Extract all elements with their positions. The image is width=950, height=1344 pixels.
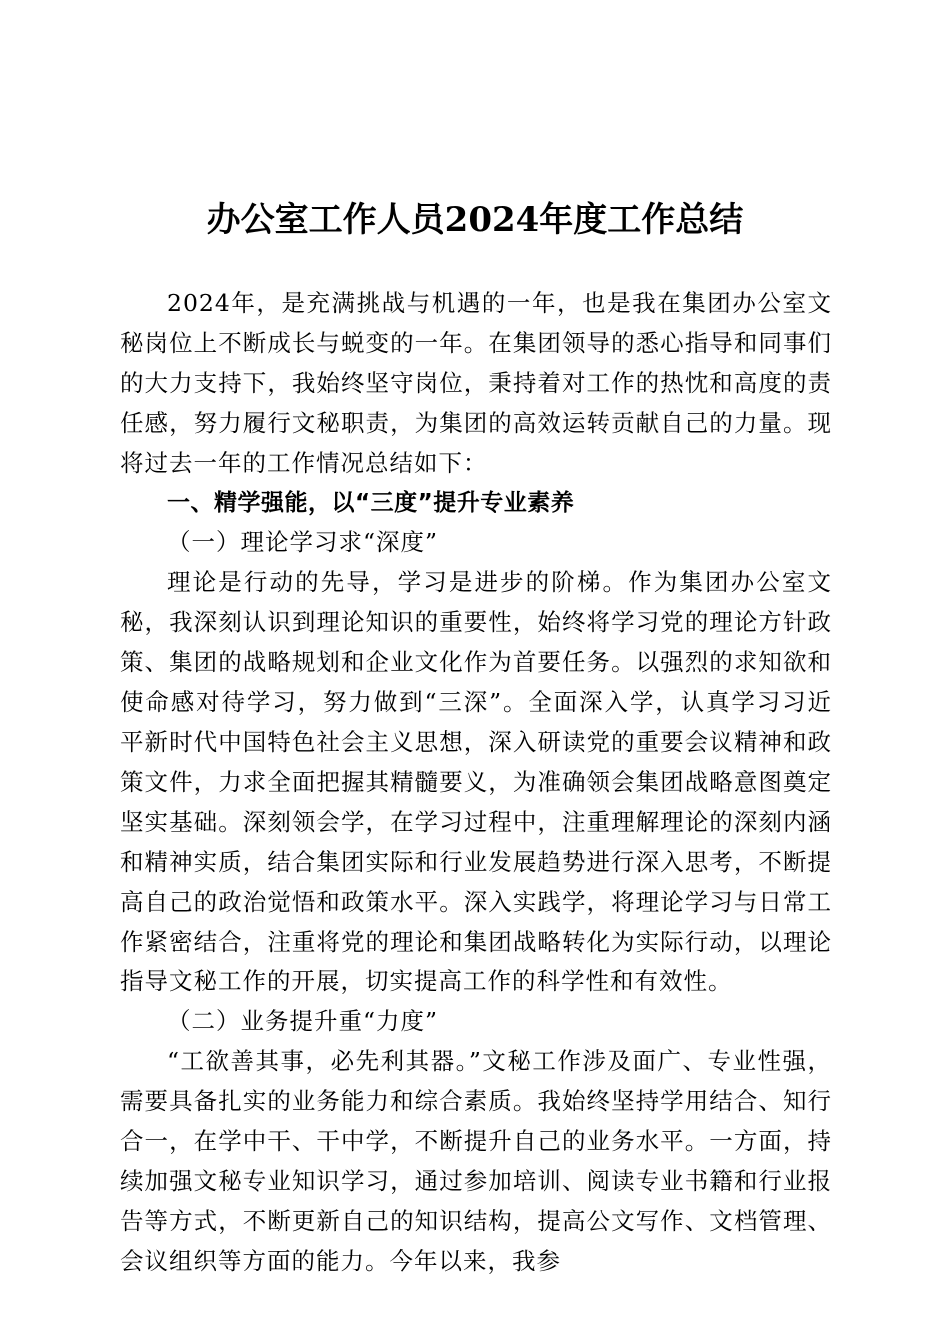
subsection-1-paragraph: 理论是行动的先导，学习是进步的阶梯。作为集团办公室文秘，我深刻认识到理论知识的重要性，始终将学习党的理论方针政策、集团的战略规划和企业文化作为首要任务。以强烈的求知欲和使命感对待学习，努力做到“三深”。全面深入学，认真学习习近平新时代中国特色社会主义思想，深入研读党的重要会议精神和政策文件，力求全面把握其精髓要义，为准确领会集团战略意图奠定坚实基础。深刻领会学，在学习过程中，注重理解理论的深刻内涵和精神实质，结合集团实际和行业发展趋势进行深入思考，不断提高自己的政治觉悟和政策水平。深入实践学，将理论学习与日常工作紧密结合，注重将党的理论和集团战略转化为实际行动，以理论指导文秘工作的开展，切实提高工作的科学性和有效性。 bbox=[120, 568, 832, 996]
subsection-2-heading: （二）业务提升重“力度” bbox=[167, 1007, 439, 1036]
document-title: 办公室工作人员2024年度工作总结 bbox=[206, 200, 744, 240]
section-1-heading: 一、精学强能，以“三度”提升专业素养 bbox=[167, 489, 575, 516]
intro-paragraph: 2024年，是充满挑战与机遇的一年，也是我在集团办公室文秘岗位上不断成长与蜕变的一年。在集团领导的悉心指导和同事们的大力支持下，我始终坚守岗位，秉持着对工作的热忱和高度的责任感，努力履行文秘职责，为集团的高效运转贡献自己的力量。现将过去一年的工作情况总结如下： bbox=[120, 289, 832, 477]
subsection-1-heading: （一）理论学习求“深度” bbox=[167, 528, 439, 557]
subsection-2-paragraph: “工欲善其事，必先利其器。”文秘工作涉及面广、专业性强，需要具备扎实的业务能力和综合素质。我始终坚持学用结合、知行合一，在学中干、干中学，不断提升自己的业务水平。一方面，持续加强文秘专业知识学习，通过参加培训、阅读专业书籍和行业报告等方式，不断更新自己的知识结构，提高公文写作、文档管理、会议组织等方面的能力。今年以来，我参 bbox=[120, 1047, 832, 1275]
document-body bbox=[120, 284, 832, 1282]
